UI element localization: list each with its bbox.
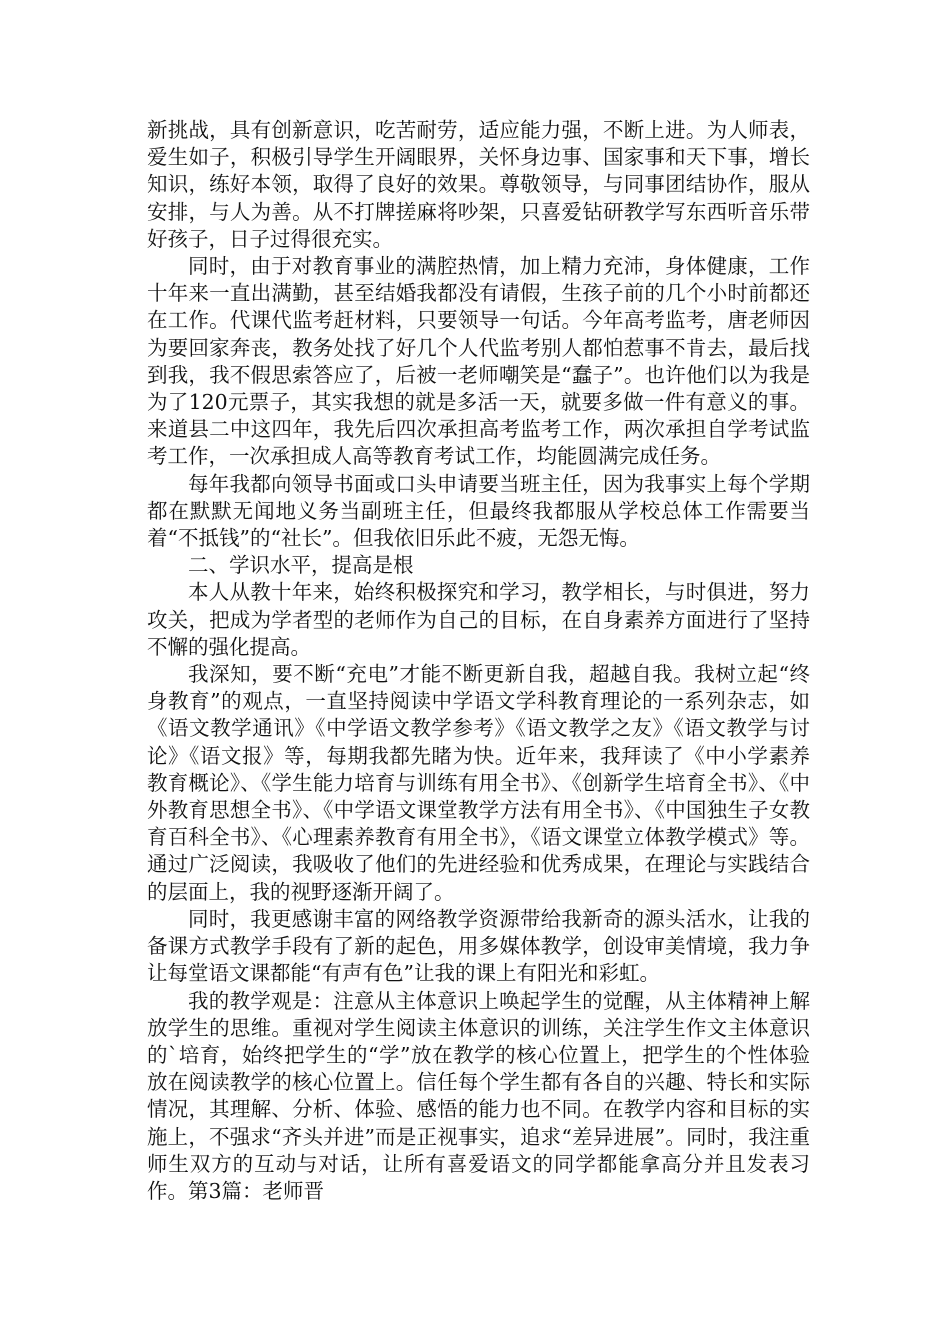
section-heading-knowledge: 二、学识水平，提高是根 [188,553,414,578]
paragraph-network-resources: 同时，我更感谢丰富的网络教学资源带给我新奇的源头活水，让我的备课方式教学手段有了新的起色，用多媒体教学，创设审美情境，我力争让每堂语文课都能“有声有色”让我的课上有阳光和彩虹。 [147,906,810,986]
paragraph-dedication: 同时，由于对教育事业的满腔热情，加上精力充沛，身体健康，工作十年来一直出满勤，甚至结婚我都没有请假，生孩子前的几个小时前都还在工作。代课代监考赶材料，只要领导一句话。今年高考监考，唐老师因为要回家奔丧，教务处找了好几个人代监考别人都怕惹事不肯去，最后找到我，我不假思索答应了，后被一老师嘲笑是“蠢子”。也许他们以为我是为了120元票子，其实我想的就是多活一天，就要多做一件有意义的事。来道县二中这四年，我先后四次承担高考监考工作，两次承担自学考试监考工作，一次承担成人高等教育考试工作，均能圆满完成任务。 [147,254,810,469]
document-body [147,117,810,1205]
paragraph-teaching-view: 我的教学观是：注意从主体意识上唤起学生的觉醒，从主体精神上解放学生的思维。重视对学生阅读主体意识的训练，关注学生作文主体意识的`培育，始终把学生的“学”放在教学的核心位置上，把学生的个性体验放在阅读教学的核心位置上。信任每个学生都有各自的兴趣、特长和实际情况，其理解、分析、体验、感悟的能力也不同。在教学内容和目标的实施上，不强求“齐头并进”而是正视事实，追求“差异进展”。同时，我注重师生双方的互动与对话，让所有喜爱语文的同学都能拿高分并且发表习作。第3篇：老师晋 [147,988,810,1203]
paragraph-class-teacher: 每年我都向领导书面或口头申请要当班主任，因为我事实上每个学期都在默默无闻地义务当副班主任，但最终我都服从学校总体工作需要当着“不抵钱”的“社长”。但我依旧乐此不疲，无怨无悔。 [147,471,810,551]
paragraph-study: 本人从教十年来，始终积极探究和学习，教学相长，与时俱进，努力攻关，把成为学者型的老师作为自己的目标，在自身素养方面进行了坚持不懈的强化提高。 [147,580,810,659]
paragraph-continuation: 新挑战，具有创新意识，吃苦耐劳，适应能力强，不断上进。为人师表，爱生如子，积极引导学生开阔眼界，关怀身边事、国家事和天下事，增长知识，练好本领，取得了良好的效果。尊敬领导，与同事团结协作，服从安排，与人为善。从不打牌搓麻将吵架，只喜爱钻研教学写东西听音乐带好孩子，日子过得很充实。 [147,118,810,251]
paragraph-reading: 我深知，要不断“充电”才能不断更新自我，超越自我。我树立起“终身教育”的观点，一直坚持阅读中学语文学科教育理论的一系列杂志，如《语文教学通讯》《中学语文教学参考》《语文教学之友》《语文教学与讨论》《语文报》等，每期我都先睹为快。近年来，我拜读了《中小学素养教育概论》、《学生能力培育与训练有用全书》、《创新学生培育全书》、《中外教育思想全书》、《中学语文课堂教学方法有用全书》、《中国独生子女教育百科全书》、《心理素养教育有用全书》，《语文课堂立体教学模式》等。通过广泛阅读，我吸收了他们的先进经验和优秀成果，在理论与实践结合的层面上，我的视野逐渐开阔了。 [147,662,810,904]
